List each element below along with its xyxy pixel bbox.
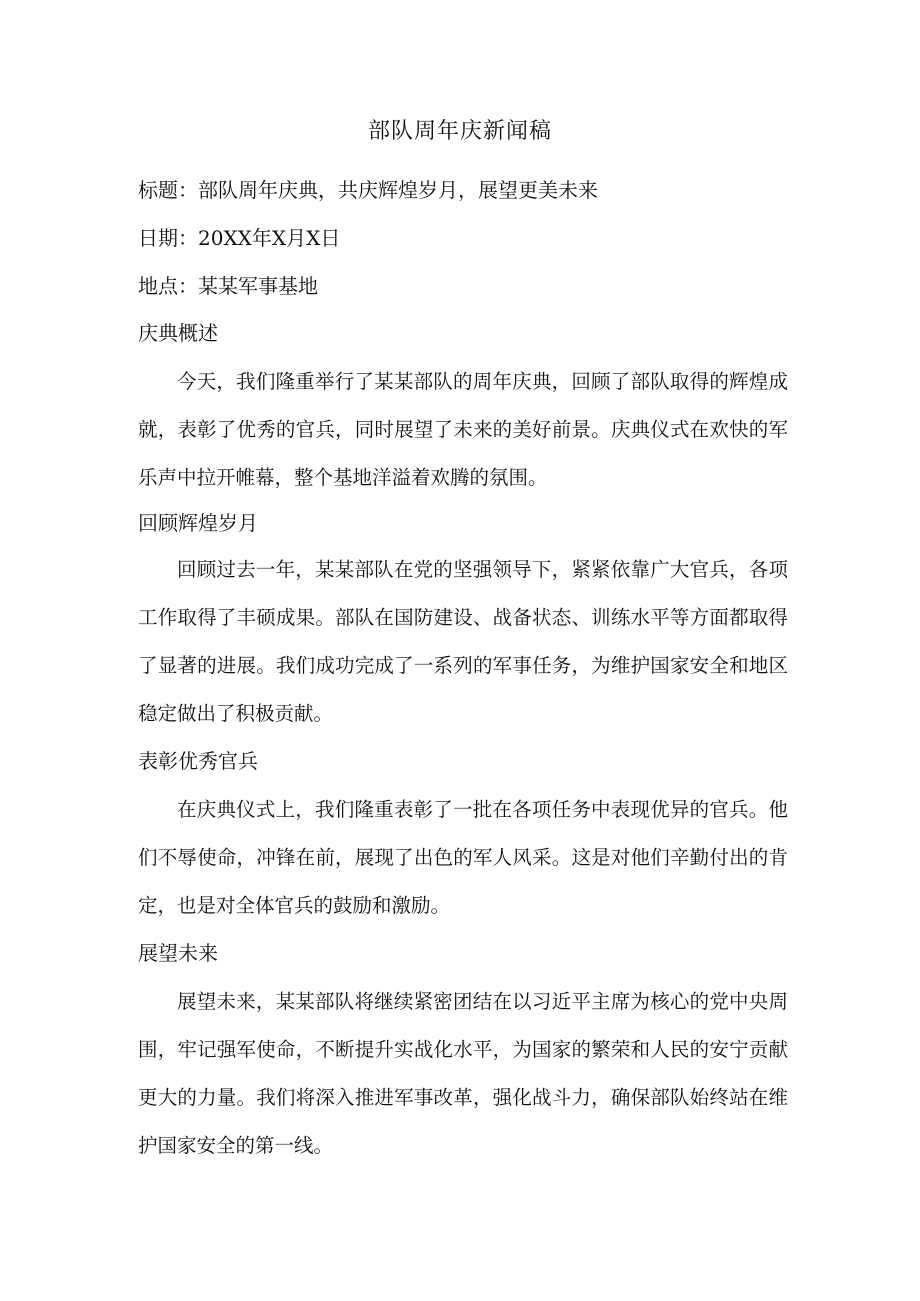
section-body-outlook: 展望未来，某某部队将继续紧密团结在以习近平主席为核心的党中央周围，牢记强军使命，不断提升实战化水平，为国家的繁荣和人民的安宁贡献更大的力量。我们将深入推进军事改革，强化战斗力，确保部队始终站在维护国家安全的第一线。 xyxy=(138,990,788,1157)
section-body-review: 回顾过去一年，某某部队在党的坚强领导下，紧紧依靠广大官兵，各项工作取得了丰硕成果。部队在国防建设、战备状态、训练水平等方面都取得了显著的进展。我们成功完成了一系列的军事任务，为维护国家安全和地区稳定做出了积极贡献。 xyxy=(138,558,788,725)
document-title: 部队周年庆新闻稿 xyxy=(367,119,552,144)
location-line: 地点：某某军事基地 xyxy=(138,274,318,298)
date-line: 日期：20XX年X月X日 xyxy=(138,226,341,250)
section-heading-overview: 庆典概述 xyxy=(138,321,218,345)
section-body-overview: 今天，我们隆重举行了某某部队的周年庆典，回顾了部队取得的辉煌成就，表彰了优秀的官兵，同时展望了未来的美好前景。庆典仪式在欢快的军乐声中拉开帷幕，整个基地洋溢着欢腾的氛围。 xyxy=(138,370,788,489)
section-body-commendation: 在庆典仪式上，我们隆重表彰了一批在各项任务中表现优异的官兵。他们不辱使命，冲锋在前，展现了出色的军人风采。这是对他们辛勤付出的肯定，也是对全体官兵的鼓励和激励。 xyxy=(138,798,788,917)
section-heading-commendation: 表彰优秀官兵 xyxy=(138,749,258,773)
headline-line: 标题：部队周年庆典，共庆辉煌岁月，展望更美未来 xyxy=(138,178,598,202)
section-heading-outlook: 展望未来 xyxy=(138,941,218,965)
section-heading-review: 回顾辉煌岁月 xyxy=(138,511,258,535)
